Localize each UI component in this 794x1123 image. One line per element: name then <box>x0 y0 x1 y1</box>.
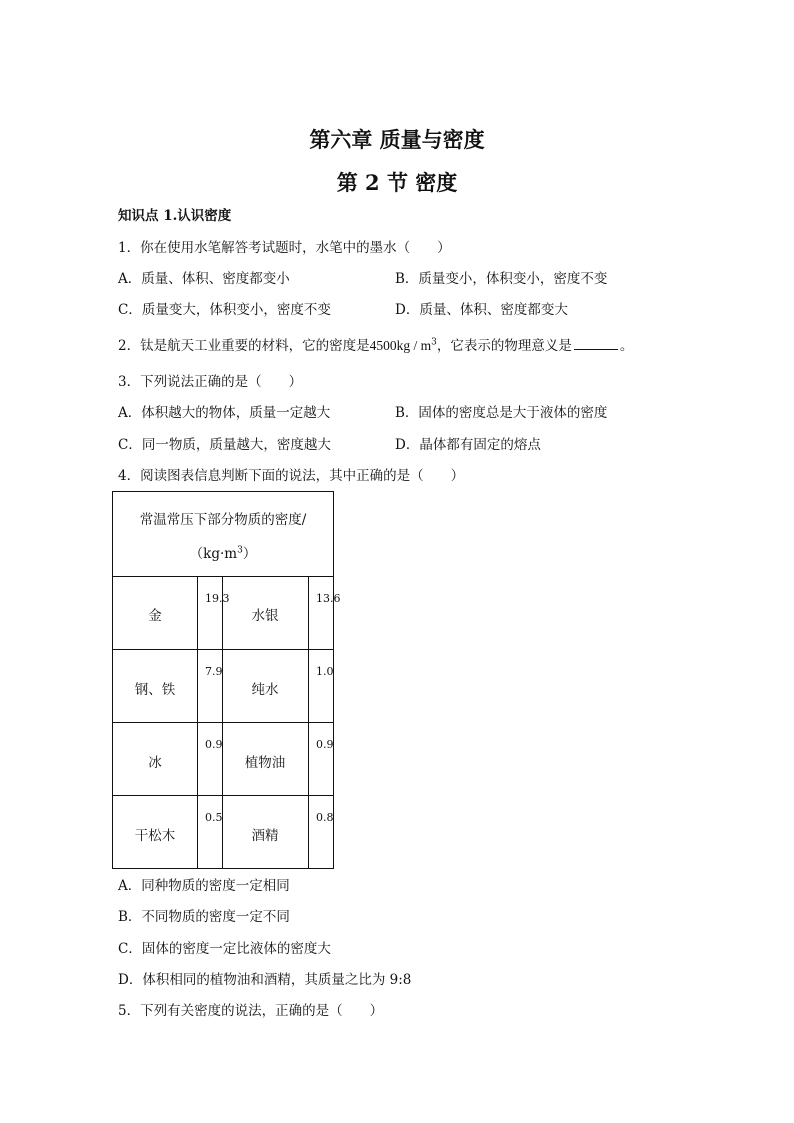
q4-option-d: D．体积相同的植物油和酒精，其质量之比为 9:8 <box>118 972 412 988</box>
table-substance: 水银 <box>251 608 279 624</box>
table-density-value: 13.6 <box>316 592 341 605</box>
table-density-value: 0.8 <box>316 811 334 824</box>
table-divider <box>113 649 333 650</box>
q1-stem: 1．你在使用水笔解答考试题时，水笔中的墨水（ ） <box>118 240 451 256</box>
q2-density-exponent: 3 <box>431 337 437 348</box>
q2-answer-blank[interactable] <box>574 337 618 350</box>
density-table <box>112 491 341 869</box>
q1-option-b: B．质量变小，体积变小，密度不变 <box>395 271 608 287</box>
knowledge-point-heading: 知识点 1.认识密度 <box>118 208 232 224</box>
section-title: 第 2 节 密度 <box>336 170 458 195</box>
q3-option-d: D．晶体都有固定的熔点 <box>395 437 541 453</box>
q2-text-end: 。 <box>619 338 634 354</box>
q1-option-d: D．质量、体积、密度都变大 <box>395 302 568 318</box>
table-divider <box>113 795 333 796</box>
table-density-value: 7.9 <box>205 665 223 678</box>
q4-option-a: A．同种物质的密度一定相同 <box>118 878 290 894</box>
q3-option-a: A．体积越大的物体，质量一定越大 <box>118 405 331 421</box>
table-header-unit: $(kg\cdot m^3)$ <box>189 545 257 562</box>
table-substance: 植物油 <box>244 755 286 771</box>
table-substance: 干松木 <box>134 828 176 844</box>
table-substance: 钢、铁 <box>134 682 176 698</box>
table-density-value: 0.9 <box>205 738 223 751</box>
q1-option-c: C．质量变大，体积变小，密度不变 <box>118 302 331 318</box>
table-substance: 冰 <box>148 755 162 771</box>
q4-option-b: B．不同物质的密度一定不同 <box>118 909 290 925</box>
q1-option-a: A．质量、体积、密度都变小 <box>118 271 290 287</box>
q3-option-c: C．同一物质，质量越大，密度越大 <box>118 437 331 453</box>
chapter-title: 第六章 质量与密度 <box>309 127 485 152</box>
q4-option-c: C．固体的密度一定比液体的密度大 <box>118 941 331 957</box>
table-density-value: 1.0 <box>316 665 334 678</box>
table-substance: 酒精 <box>251 828 279 844</box>
table-header-title: 常温常压下部分物质的密度/ <box>139 512 307 528</box>
q2-text-before: 2．钛是航天工业重要的材料，它的密度是 <box>118 338 370 354</box>
table-density-value: 19.3 <box>205 592 230 605</box>
table-density-value: 0.9 <box>316 738 334 751</box>
q4-stem: 4．阅读图表信息判断下面的说法，其中正确的是（ ） <box>118 468 465 484</box>
table-density-value: 0.5 <box>205 811 223 824</box>
q3-option-b: B．固体的密度总是大于液体的密度 <box>395 405 608 421</box>
q2-stem <box>118 337 633 355</box>
q2-density-value: 4500kg / m <box>369 338 432 353</box>
table-substance: 纯水 <box>251 682 279 698</box>
table-divider <box>113 722 333 723</box>
q5-stem: 5．下列有关密度的说法，正确的是（ ） <box>118 1003 384 1019</box>
q3-stem: 3．下列说法正确的是（ ） <box>118 374 303 390</box>
q2-text-after: ，它表示的物理意义是 <box>436 338 572 354</box>
table-substance: 金 <box>148 608 162 624</box>
density-table-header <box>113 492 333 577</box>
